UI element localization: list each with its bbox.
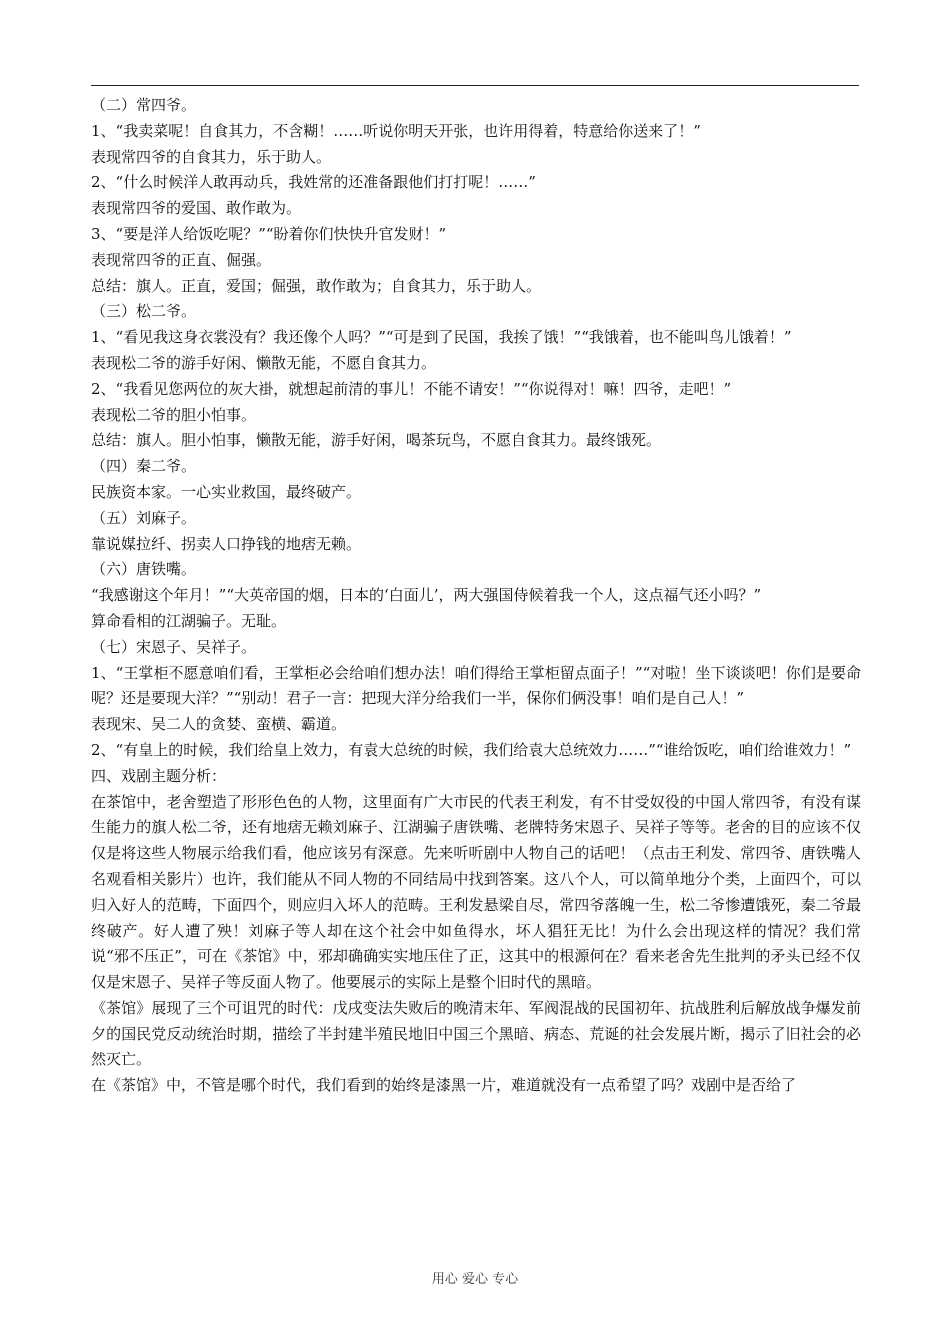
text-line: 表现松二爷的胆小怕事。 <box>91 405 257 424</box>
text-line: 3、“要是洋人给饭吃呢？”“盼着你们快快升官发财！” <box>91 224 447 243</box>
section-heading: （五）刘麻子。 <box>91 508 197 527</box>
text-line: 2、“我看见您两位的灰大褂，就想起前清的事儿！不能不请安！”“你说得对！嘛！四爷，走吧！” <box>91 379 732 398</box>
text-line: 表现常四爷的正直、倔强。 <box>91 250 272 269</box>
paragraph: 在茶馆中，老舍塑造了形形色色的人物，这里面有广大市民的代表王利发，有不甘受奴役的中国人常四爷，有没有谋生能力的旗人松二爷，还有地痞无赖刘麻子、江湖骗子唐铁嘴、老牌特务宋恩子、吴祥子等等。老舍的目的应该不仅仅是将这些人物展示给我们看，他应该另有深意。先来听听剧中人物自己的话吧！（点击王利发、常四爷、唐铁嘴人名观看相关影片）也许，我们能从不同人物的不同结局中找到答案。这八个人，可以简单地分个类，上面四个，可以归入好人的范畴，下面四个，则应归入坏人的范畴。王利发悬梁自尽，常四爷落魄一生，松二爷惨遭饿死，秦二爷最终破产。好人遭了殃！刘麻子等人却在这个社会中如鱼得水，坏人猖狂无比！为什么会出现这样的情况？我们常说“邪不压正”，可在《茶馆》中，邪却确确实实地压住了正，这其中的根源何在？看来老舍先生批判的矛头已经不仅仅是宋恩子、吴祥子等反面人物了。他要展示的实际上是整个旧时代的黑暗。 <box>91 792 861 992</box>
text-line: 表现常四爷的爱国、敢作敢为。 <box>91 199 302 218</box>
text-line: 民族资本家。一心实业救国，最终破产。 <box>91 482 362 501</box>
text-line: 靠说媒拉纤、拐卖人口挣钱的地痞无赖。 <box>91 534 362 553</box>
paragraph: 2、“有皇上的时候，我们给皇上效力，有袁大总统的时候，我们给袁大总统效力……”“谁给饭吃，咱们给谁效力！” <box>91 740 852 759</box>
text-line: 表现常四爷的自食其力，乐于助人。 <box>91 147 332 166</box>
section-heading: （六）唐铁嘴。 <box>91 560 197 579</box>
section-heading: （七）宋恩子、吴祥子。 <box>91 637 257 656</box>
text-line: 在《茶馆》中，不管是哪个时代，我们看到的始终是漆黑一片，难道就没有一点希望了吗？戏剧中是否给了 <box>91 1076 797 1095</box>
document-body <box>91 93 861 1099</box>
section-heading: 四、戏剧主题分析： <box>91 766 227 785</box>
text-line: 表现松二爷的游手好闲、懒散无能，不愿自食其力。 <box>91 353 437 372</box>
paragraph: 1、“王掌柜不愿意咱们看，王掌柜必会给咱们想办法！咱们得给王掌柜留点面子！”“对啦！坐下谈谈吧！你们是要命呢？还是要现大洋？”“别动！君子一言：把现大洋分给我们一半，保你们俩没事！咱们是自己人！” <box>91 663 861 708</box>
text-line: 表现宋、吴二人的贪婪、蛮横、霸道。 <box>91 715 347 734</box>
text-line: （二）常四爷。 <box>91 96 197 114</box>
text-line: 算命看相的江湖骗子。无耻。 <box>91 611 287 630</box>
text-line: 总结：旗人。胆小怕事，懒散无能，游手好闲，喝茶玩鸟，不愿自食其力。最终饿死。 <box>91 431 662 450</box>
header-rule <box>91 85 859 86</box>
section-heading: （四）秦二爷。 <box>91 457 197 476</box>
section-heading: （三）松二爷。 <box>91 302 197 321</box>
text-line: 总结：旗人。正直，爱国；倔强，敢作敢为；自食其力，乐于助人。 <box>91 276 542 295</box>
paragraph: 1、“看见我这身衣裳没有？我还像个人吗？”“可是到了民国，我挨了饿！”“我饿着，也不能叫鸟儿饿着！” <box>91 328 792 347</box>
paragraph: 《茶馆》展现了三个可诅咒的时代：戊戌变法失败后的晚清末年、军阀混战的民国初年、抗战胜利后解放战争爆发前夕的国民党反动统治时期，描绘了半封建半殖民地旧中国三个黑暗、病态、荒诞的社会发展片断，揭示了旧社会的必然灭亡。 <box>91 998 861 1069</box>
page-footer: 用心 爱心 专心 <box>431 1272 519 1287</box>
text-line: 1、“我卖菜呢！自食其力，不含糊！……听说你明天开张，也许用得着，特意给你送来了！” <box>91 121 701 140</box>
paragraph: “我感谢这个年月！”“大英帝国的烟，日本的‘白面儿’，两大强国侍候着我一个人，这点福气还小吗？” <box>91 586 762 605</box>
text-line: 2、“什么时候洋人敢再动兵，我姓常的还准备跟他们打打呢！……” <box>91 173 536 192</box>
